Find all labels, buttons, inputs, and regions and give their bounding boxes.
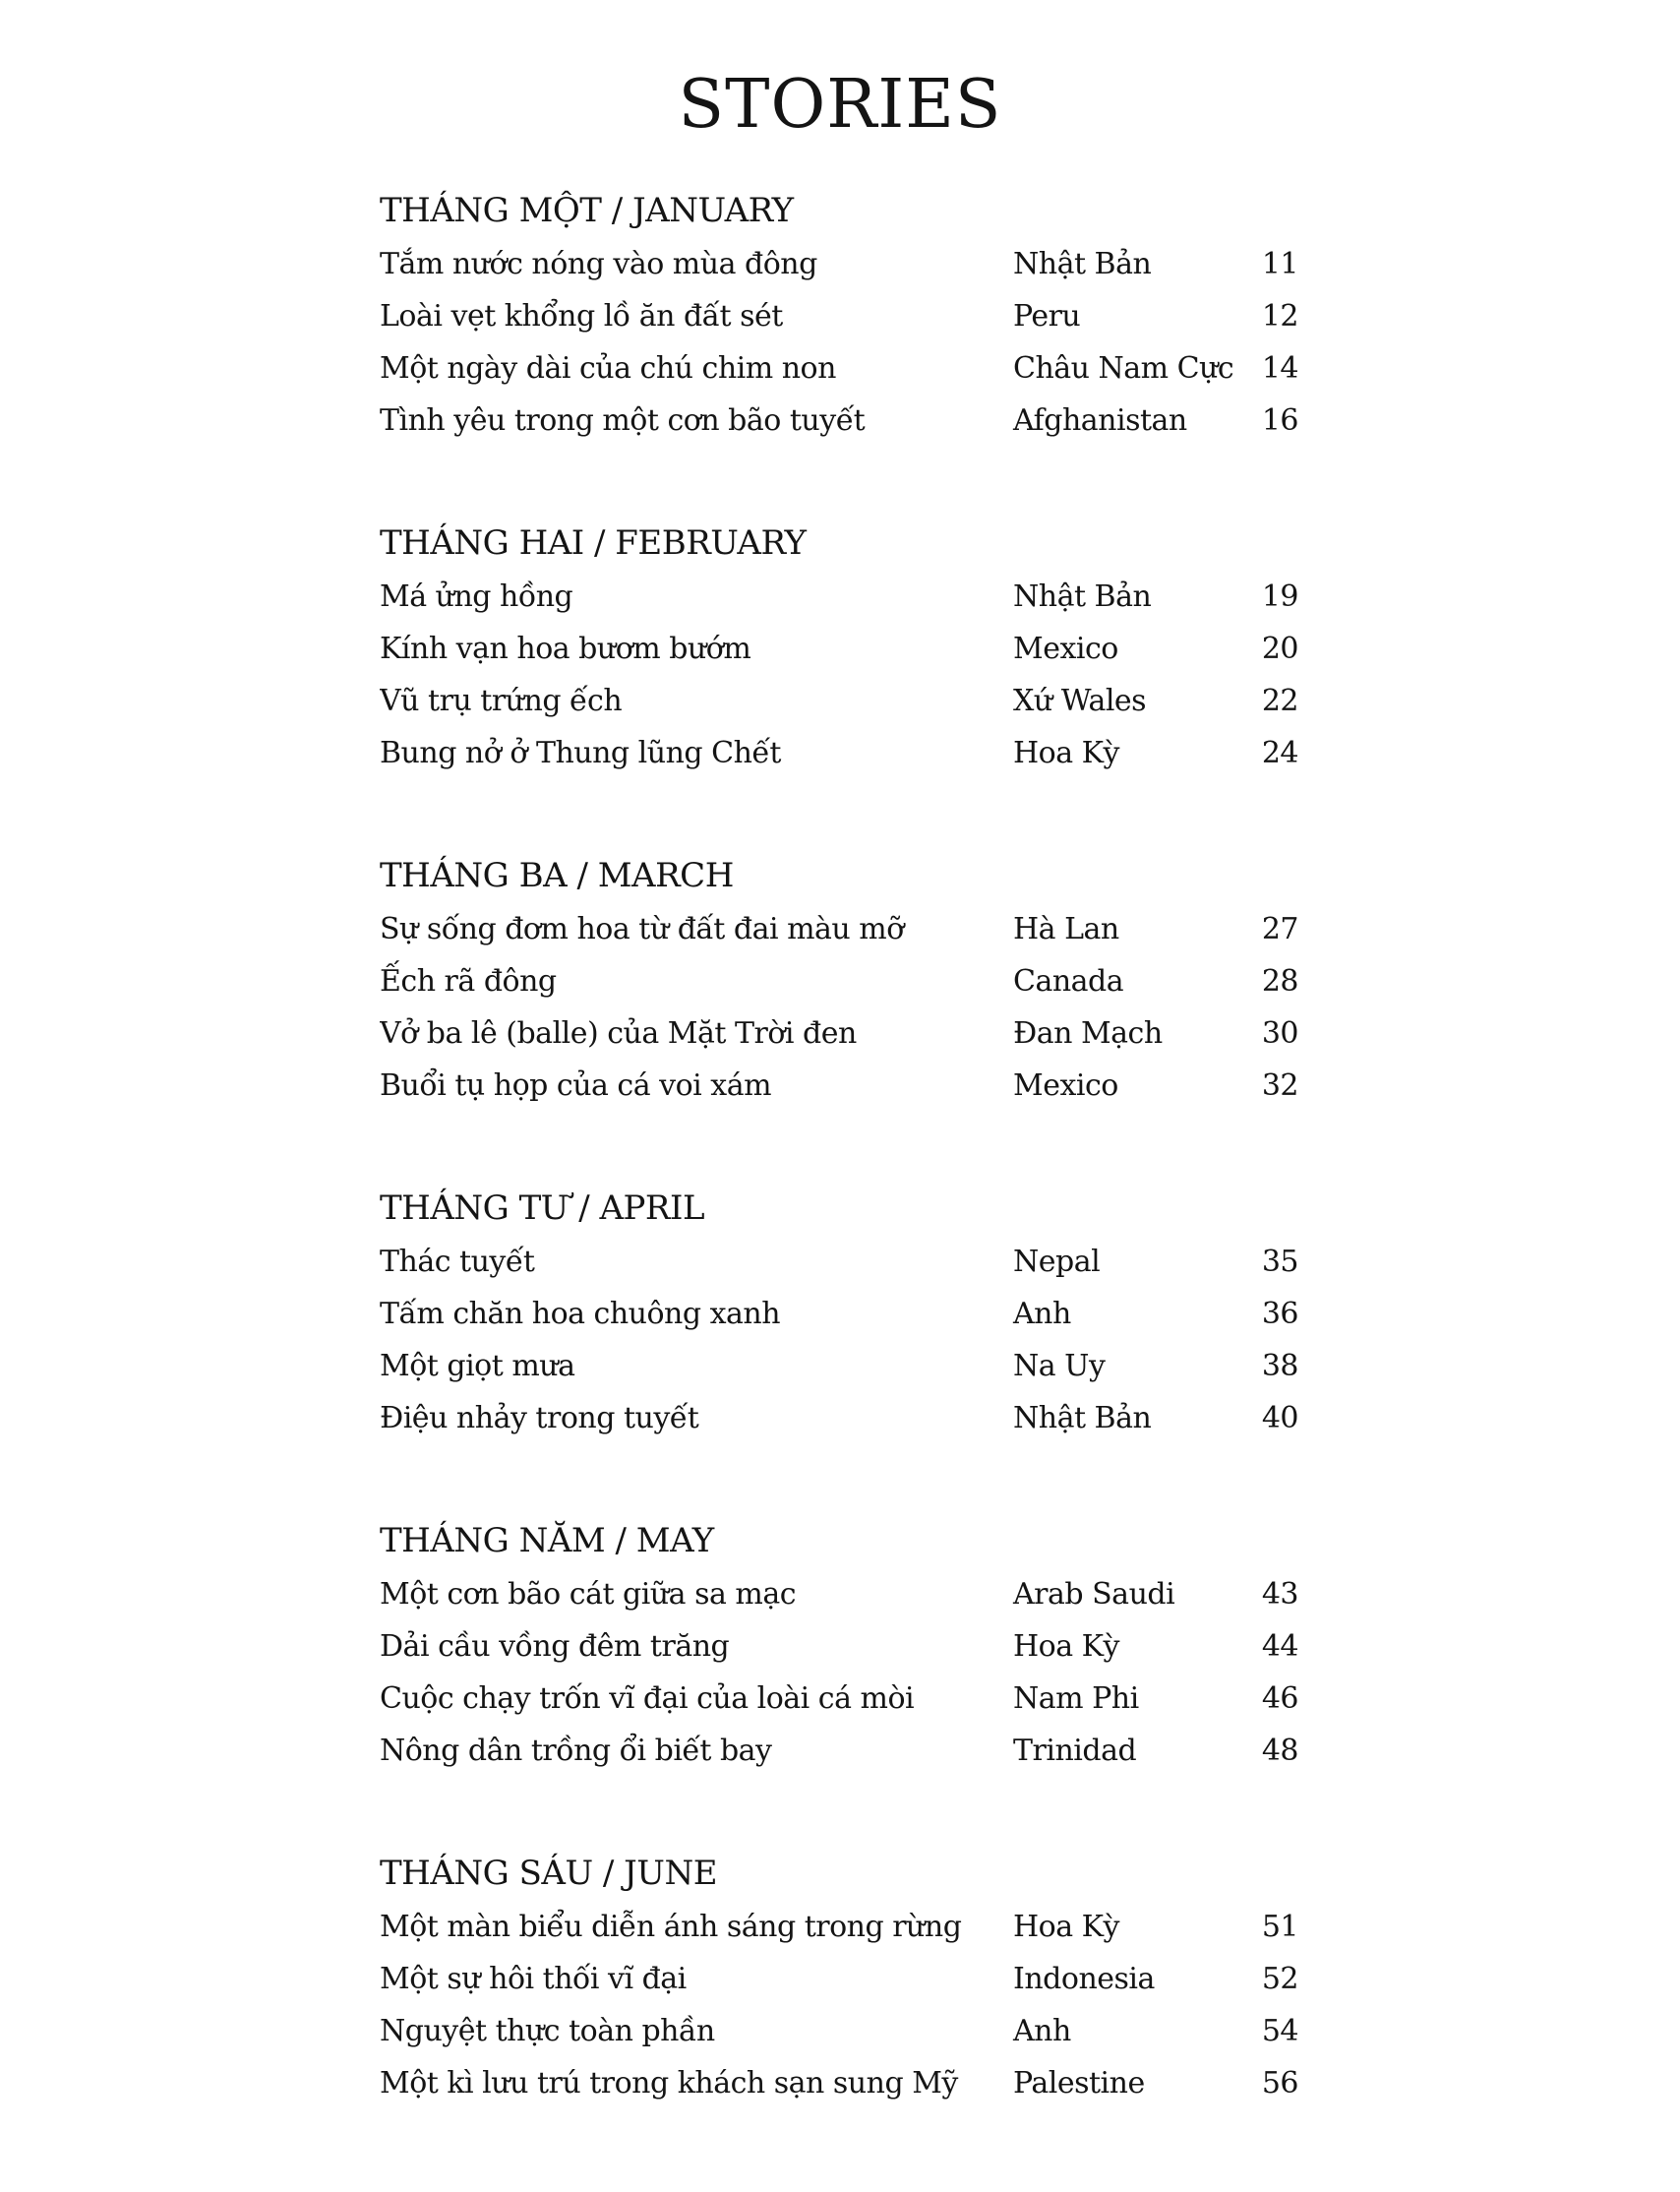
story-page-number: 43 (1261, 1577, 1298, 1612)
month-section (380, 516, 1324, 779)
story-title: Một giọt mưa (380, 1349, 575, 1383)
story-entry[interactable] (380, 675, 1324, 727)
story-country: Hoa Kỳ (1013, 1629, 1120, 1664)
story-title: Nông dân trồng ổi biết bay (380, 1734, 772, 1768)
story-entry[interactable] (380, 238, 1324, 290)
story-country: Mexico (1013, 1068, 1118, 1103)
story-country: Hoa Kỳ (1013, 736, 1120, 770)
story-entry[interactable] (380, 290, 1324, 342)
story-entry[interactable] (380, 1340, 1324, 1392)
story-title: Vũ trụ trứng ếch (380, 684, 623, 718)
story-country: Na Uy (1013, 1349, 1106, 1383)
story-country: Afghanistan (1013, 403, 1187, 438)
story-page-number: 27 (1261, 912, 1298, 946)
month-section (380, 848, 1324, 1112)
story-entry[interactable] (380, 571, 1324, 623)
story-entry[interactable] (380, 1392, 1324, 1444)
story-title: Loài vẹt khổng lồ ăn đất sét (380, 299, 783, 334)
story-country: Hoa Kỳ (1013, 1910, 1120, 1944)
story-page-number: 46 (1261, 1681, 1298, 1716)
story-entry[interactable] (380, 623, 1324, 675)
story-title: Một kì lưu trú trong khách sạn sung Mỹ (380, 2066, 958, 2101)
story-country: Đan Mạch (1013, 1016, 1163, 1051)
story-entry[interactable] (380, 903, 1324, 955)
story-title: Một cơn bão cát giữa sa mạc (380, 1577, 797, 1612)
story-country: Nhật Bản (1013, 247, 1152, 281)
story-country: Trinidad (1013, 1734, 1137, 1768)
story-country: Anh (1013, 1297, 1071, 1331)
story-page-number: 35 (1261, 1245, 1298, 1279)
story-country: Châu Nam Cực (1013, 351, 1234, 386)
story-page-number: 32 (1261, 1068, 1298, 1103)
story-entry[interactable] (380, 1288, 1324, 1340)
page-title: STORIES (678, 66, 1002, 144)
story-entry[interactable] (380, 2057, 1324, 2109)
story-title: Thác tuyết (380, 1245, 535, 1279)
story-country: Nhật Bản (1013, 1401, 1152, 1435)
story-page-number: 56 (1261, 2066, 1298, 2101)
story-country: Arab Saudi (1013, 1577, 1175, 1612)
story-country: Indonesia (1013, 1962, 1155, 1996)
story-page-number: 16 (1261, 403, 1298, 438)
story-country: Peru (1013, 299, 1081, 334)
story-page-number: 24 (1261, 736, 1298, 770)
story-title: Buổi tụ họp của cá voi xám (380, 1068, 772, 1103)
story-title: Sự sống đơm hoa từ đất đai màu mỡ (380, 912, 904, 946)
story-page-number: 19 (1261, 579, 1298, 614)
story-title: Điệu nhảy trong tuyết (380, 1401, 699, 1435)
story-entry[interactable] (380, 2005, 1324, 2057)
story-page-number: 54 (1261, 2014, 1298, 2048)
story-page-number: 30 (1261, 1016, 1298, 1051)
story-page-number: 48 (1261, 1734, 1298, 1768)
story-page-number: 22 (1261, 684, 1298, 718)
month-heading: THÁNG TƯ / APRIL (380, 1188, 705, 1228)
story-country: Nepal (1013, 1245, 1101, 1279)
story-country: Mexico (1013, 632, 1118, 666)
story-entry[interactable] (380, 342, 1324, 395)
story-title: Bung nở ở Thung lũng Chết (380, 736, 781, 770)
story-country: Nhật Bản (1013, 579, 1152, 614)
story-title: Ếch rã đông (380, 964, 557, 999)
story-country: Xứ Wales (1013, 684, 1147, 718)
story-page-number: 12 (1261, 299, 1298, 334)
table-of-contents (380, 183, 1324, 2178)
story-entry[interactable] (380, 395, 1324, 447)
story-country: Nam Phi (1013, 1681, 1139, 1716)
story-entry[interactable] (380, 727, 1324, 779)
story-title: Tình yêu trong một cơn bão tuyết (380, 403, 866, 438)
story-title: Kính vạn hoa bươm bướm (380, 632, 751, 666)
story-country: Canada (1013, 964, 1124, 999)
story-entry[interactable] (380, 1673, 1324, 1725)
story-page-number: 38 (1261, 1349, 1298, 1383)
story-title: Một màn biểu diễn ánh sáng trong rừng (380, 1910, 962, 1944)
story-title: Cuộc chạy trốn vĩ đại của loài cá mòi (380, 1681, 915, 1716)
month-heading: THÁNG HAI / FEBRUARY (380, 523, 807, 563)
month-section (380, 1181, 1324, 1444)
story-title: Nguyệt thực toàn phần (380, 2014, 715, 2048)
story-page-number: 14 (1261, 351, 1298, 386)
story-page-number: 28 (1261, 964, 1298, 999)
story-page-number: 40 (1261, 1401, 1298, 1435)
story-page-number: 51 (1261, 1910, 1298, 1944)
story-title: Dải cầu vồng đêm trăng (380, 1629, 730, 1664)
month-section (380, 1846, 1324, 2109)
month-heading: THÁNG NĂM / MAY (380, 1521, 714, 1560)
month-section (380, 183, 1324, 447)
story-entry[interactable] (380, 1236, 1324, 1288)
story-title: Một sự hôi thối vĩ đại (380, 1962, 687, 1996)
month-heading: THÁNG BA / MARCH (380, 856, 734, 895)
story-title: Tấm chăn hoa chuông xanh (380, 1297, 781, 1331)
story-title: Má ửng hồng (380, 579, 573, 614)
story-entry[interactable] (380, 1725, 1324, 1777)
story-entry[interactable] (380, 1620, 1324, 1673)
story-page-number: 52 (1261, 1962, 1298, 1996)
story-country: Palestine (1013, 2066, 1145, 2101)
story-entry[interactable] (380, 955, 1324, 1007)
story-entry[interactable] (380, 1007, 1324, 1060)
story-entry[interactable] (380, 1060, 1324, 1112)
month-heading: THÁNG SÁU / JUNE (380, 1854, 718, 1893)
story-title: Tắm nước nóng vào mùa đông (380, 247, 817, 281)
month-heading: THÁNG MỘT / JANUARY (380, 191, 794, 230)
story-page-number: 36 (1261, 1297, 1298, 1331)
story-entry[interactable] (380, 1953, 1324, 2005)
story-entry[interactable] (380, 1568, 1324, 1620)
story-page-number: 44 (1261, 1629, 1298, 1664)
story-entry[interactable] (380, 1901, 1324, 1953)
story-title: Vở ba lê (balle) của Mặt Trời đen (380, 1016, 857, 1051)
story-country: Anh (1013, 2014, 1071, 2048)
story-page-number: 20 (1261, 632, 1298, 666)
story-country: Hà Lan (1013, 912, 1119, 946)
story-page-number: 11 (1261, 247, 1298, 281)
story-title: Một ngày dài của chú chim non (380, 351, 836, 386)
month-section (380, 1513, 1324, 1777)
